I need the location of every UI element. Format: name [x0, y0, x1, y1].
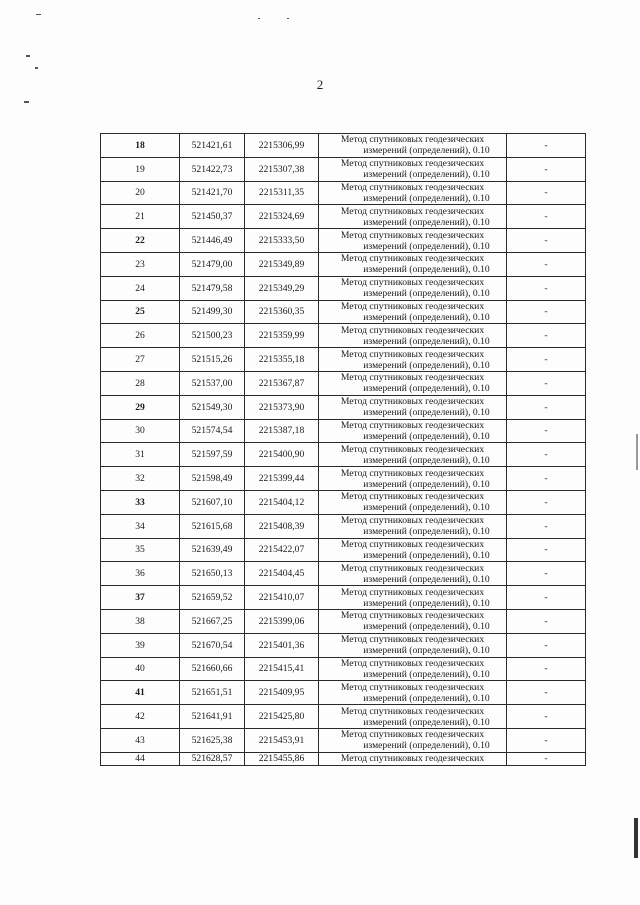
x-coordinate-cell: 521421,70 — [180, 181, 245, 205]
x-coordinate-cell: 521515,26 — [180, 348, 245, 372]
scan-speck — [36, 14, 41, 15]
y-coordinate-cell: 2215425,80 — [245, 705, 319, 729]
note-cell: - — [507, 538, 586, 562]
note-cell: - — [507, 229, 586, 253]
table-row — [101, 681, 586, 705]
method-line-2: измерений (определений), 0.10 — [363, 335, 490, 347]
y-coordinate-cell: 2215307,38 — [245, 157, 319, 181]
note-cell: - — [507, 562, 586, 586]
scan-speck — [35, 67, 38, 69]
page-edge-mark — [636, 434, 638, 470]
note-cell: - — [507, 443, 586, 467]
scan-speck — [258, 18, 260, 19]
method-cell — [319, 538, 507, 562]
method-line-1: Метод спутниковых геодезических — [340, 443, 485, 455]
y-coordinate-cell: 2215367,87 — [245, 371, 319, 395]
table-row — [101, 371, 586, 395]
note-cell: - — [507, 657, 586, 681]
method-cell — [319, 157, 507, 181]
point-number-cell: 40 — [101, 657, 180, 681]
point-number-cell: 31 — [101, 443, 180, 467]
x-coordinate-cell: 521651,51 — [180, 681, 245, 705]
x-coordinate-cell: 521598,49 — [180, 467, 245, 491]
point-number-cell: 20 — [101, 181, 180, 205]
y-coordinate-cell: 2215311,35 — [245, 181, 319, 205]
method-cell — [319, 300, 507, 324]
point-number-cell: 30 — [101, 419, 180, 443]
x-coordinate-cell: 521641,91 — [180, 705, 245, 729]
method-line-1: Метод спутниковых геодезических — [340, 253, 485, 265]
y-coordinate-cell: 2215455,86 — [245, 752, 319, 765]
x-coordinate-cell: 521639,49 — [180, 538, 245, 562]
method-cell — [319, 752, 507, 765]
method-cell — [319, 181, 507, 205]
y-coordinate-cell: 2215410,07 — [245, 586, 319, 610]
method-line-2: измерений (определений), 0.10 — [363, 383, 490, 395]
note-cell: - — [507, 348, 586, 372]
table-row — [101, 348, 586, 372]
method-line-2: измерений (определений), 0.10 — [363, 192, 490, 204]
point-number-cell: 34 — [101, 514, 180, 538]
y-coordinate-cell: 2215324,69 — [245, 205, 319, 229]
point-number-cell: 24 — [101, 276, 180, 300]
method-line-2: измерений (определений), 0.10 — [363, 549, 490, 561]
method-line-1: Метод спутниковых геодезических — [340, 562, 485, 574]
x-coordinate-cell: 521499,30 — [180, 300, 245, 324]
point-number-cell: 41 — [101, 681, 180, 705]
table-row — [101, 562, 586, 586]
method-cell — [319, 276, 507, 300]
method-line-2: измерений (определений), 0.10 — [363, 169, 490, 181]
method-line-1: Метод спутниковых геодезических — [340, 753, 485, 765]
method-cell — [319, 371, 507, 395]
point-number-cell: 43 — [101, 728, 180, 752]
method-line-1: Метод спутниковых геодезических — [340, 134, 485, 146]
x-coordinate-cell: 521446,49 — [180, 229, 245, 253]
note-cell: - — [507, 586, 586, 610]
method-line-1: Метод спутниковых геодезических — [340, 634, 485, 646]
x-coordinate-cell: 521628,57 — [180, 752, 245, 765]
table-row — [101, 181, 586, 205]
y-coordinate-cell: 2215360,35 — [245, 300, 319, 324]
method-line-2: измерений (определений), 0.10 — [363, 359, 490, 371]
y-coordinate-cell: 2215399,06 — [245, 609, 319, 633]
method-line-1: Метод спутниковых геодезических — [340, 515, 485, 527]
note-cell: - — [507, 157, 586, 181]
method-line-2: измерений (определений), 0.10 — [363, 597, 490, 609]
table-row — [101, 134, 586, 158]
table-row — [101, 633, 586, 657]
method-cell — [319, 609, 507, 633]
point-number-cell: 33 — [101, 490, 180, 514]
coordinates-table-body — [101, 134, 586, 766]
table-row — [101, 205, 586, 229]
note-cell: - — [507, 371, 586, 395]
method-line-1: Метод спутниковых геодезических — [340, 158, 485, 170]
note-cell: - — [507, 705, 586, 729]
method-line-1: Метод спутниковых геодезических — [340, 538, 485, 550]
y-coordinate-cell: 2215306,99 — [245, 134, 319, 158]
y-coordinate-cell: 2215422,07 — [245, 538, 319, 562]
method-line-2: измерений (определений), 0.10 — [363, 573, 490, 585]
method-cell — [319, 443, 507, 467]
method-line-2: измерений (определений), 0.10 — [363, 264, 490, 276]
method-line-2: измерений (определений), 0.10 — [363, 407, 490, 419]
method-line-1: Метод спутниковых геодезических — [340, 396, 485, 408]
scan-speck — [26, 55, 30, 57]
method-cell — [319, 419, 507, 443]
point-number-cell: 37 — [101, 586, 180, 610]
y-coordinate-cell: 2215404,12 — [245, 490, 319, 514]
point-number-cell: 22 — [101, 229, 180, 253]
method-line-1: Метод спутниковых геодезических — [340, 324, 485, 336]
table-row — [101, 252, 586, 276]
method-cell — [319, 134, 507, 158]
x-coordinate-cell: 521479,00 — [180, 252, 245, 276]
x-coordinate-cell: 521500,23 — [180, 324, 245, 348]
point-number-cell: 39 — [101, 633, 180, 657]
y-coordinate-cell: 2215349,29 — [245, 276, 319, 300]
x-coordinate-cell: 521422,73 — [180, 157, 245, 181]
method-cell — [319, 514, 507, 538]
y-coordinate-cell: 2215408,39 — [245, 514, 319, 538]
method-cell — [319, 205, 507, 229]
table-row — [101, 395, 586, 419]
point-number-cell: 23 — [101, 252, 180, 276]
note-cell: - — [507, 728, 586, 752]
table-row — [101, 300, 586, 324]
method-line-1: Метод спутниковых геодезических — [340, 419, 485, 431]
y-coordinate-cell: 2215355,18 — [245, 348, 319, 372]
scan-speck — [24, 101, 29, 103]
y-coordinate-cell: 2215349,89 — [245, 252, 319, 276]
point-number-cell: 27 — [101, 348, 180, 372]
method-line-1: Метод спутниковых геодезических — [340, 586, 485, 598]
method-line-1: Метод спутниковых геодезических — [340, 467, 485, 479]
x-coordinate-cell: 521659,52 — [180, 586, 245, 610]
note-cell: - — [507, 252, 586, 276]
method-cell — [319, 633, 507, 657]
note-cell: - — [507, 514, 586, 538]
table-row — [101, 609, 586, 633]
note-cell: - — [507, 467, 586, 491]
method-line-1: Метод спутниковых геодезических — [340, 181, 485, 193]
method-cell — [319, 252, 507, 276]
point-number-cell: 28 — [101, 371, 180, 395]
y-coordinate-cell: 2215453,91 — [245, 728, 319, 752]
x-coordinate-cell: 521615,68 — [180, 514, 245, 538]
method-line-2: измерений (определений), 0.10 — [363, 478, 490, 490]
method-cell — [319, 681, 507, 705]
note-cell: - — [507, 609, 586, 633]
note-cell: - — [507, 205, 586, 229]
method-line-2: измерений (определений), 0.10 — [363, 430, 490, 442]
point-number-cell: 36 — [101, 562, 180, 586]
point-number-cell: 35 — [101, 538, 180, 562]
point-number-cell: 32 — [101, 467, 180, 491]
method-line-2: измерений (определений), 0.10 — [363, 668, 490, 680]
note-cell: - — [507, 324, 586, 348]
method-line-2: измерений (определений), 0.10 — [363, 288, 490, 300]
method-cell — [319, 657, 507, 681]
x-coordinate-cell: 521537,00 — [180, 371, 245, 395]
note-cell: - — [507, 134, 586, 158]
y-coordinate-cell: 2215401,36 — [245, 633, 319, 657]
method-line-1: Метод спутниковых геодезических — [340, 300, 485, 312]
table-row — [101, 705, 586, 729]
method-line-2: измерений (определений), 0.10 — [363, 526, 490, 538]
method-line-1: Метод спутниковых геодезических — [340, 705, 485, 717]
note-cell: - — [507, 490, 586, 514]
table-row — [101, 157, 586, 181]
method-cell — [319, 324, 507, 348]
point-number-cell: 38 — [101, 609, 180, 633]
note-cell: - — [507, 300, 586, 324]
method-line-2: измерений (определений), 0.10 — [363, 740, 490, 752]
x-coordinate-cell: 521479,58 — [180, 276, 245, 300]
table-row — [101, 514, 586, 538]
y-coordinate-cell: 2215404,45 — [245, 562, 319, 586]
method-line-2: измерений (определений), 0.10 — [363, 621, 490, 633]
point-number-cell: 19 — [101, 157, 180, 181]
method-line-1: Метод спутниковых геодезических — [340, 348, 485, 360]
method-cell — [319, 562, 507, 586]
x-coordinate-cell: 521421,61 — [180, 134, 245, 158]
method-line-1: Метод спутниковых геодезических — [340, 657, 485, 669]
point-number-cell: 42 — [101, 705, 180, 729]
method-line-1: Метод спутниковых геодезических — [340, 205, 485, 217]
table-row — [101, 752, 586, 765]
x-coordinate-cell: 521660,66 — [180, 657, 245, 681]
y-coordinate-cell: 2215409,95 — [245, 681, 319, 705]
point-number-cell: 21 — [101, 205, 180, 229]
note-cell: - — [507, 181, 586, 205]
method-line-2: измерений (определений), 0.10 — [363, 145, 490, 157]
x-coordinate-cell: 521650,13 — [180, 562, 245, 586]
method-line-1: Метод спутниковых геодезических — [340, 277, 485, 289]
method-line-1: Метод спутниковых геодезических — [340, 610, 485, 622]
x-coordinate-cell: 521574,54 — [180, 419, 245, 443]
scan-speck — [287, 18, 289, 19]
note-cell: - — [507, 276, 586, 300]
method-line-1: Метод спутниковых геодезических — [340, 229, 485, 241]
method-line-1: Метод спутниковых геодезических — [340, 681, 485, 693]
y-coordinate-cell: 2215400,90 — [245, 443, 319, 467]
method-line-1: Метод спутниковых геодезических — [340, 372, 485, 384]
y-coordinate-cell: 2215387,18 — [245, 419, 319, 443]
page-edge-mark — [634, 818, 638, 858]
point-number-cell: 44 — [101, 752, 180, 765]
y-coordinate-cell: 2215399,44 — [245, 467, 319, 491]
method-cell — [319, 395, 507, 419]
method-line-2: измерений (определений), 0.10 — [363, 311, 490, 323]
y-coordinate-cell: 2215415,41 — [245, 657, 319, 681]
method-line-1: Метод спутниковых геодезических — [340, 491, 485, 503]
point-number-cell: 18 — [101, 134, 180, 158]
x-coordinate-cell: 521667,25 — [180, 609, 245, 633]
y-coordinate-cell: 2215359,99 — [245, 324, 319, 348]
y-coordinate-cell: 2215333,50 — [245, 229, 319, 253]
note-cell: - — [507, 752, 586, 765]
method-cell — [319, 348, 507, 372]
method-line-2: измерений (определений), 0.10 — [363, 216, 490, 228]
x-coordinate-cell: 521450,37 — [180, 205, 245, 229]
note-cell: - — [507, 681, 586, 705]
method-line-2: измерений (определений), 0.10 — [363, 716, 490, 728]
table-row — [101, 538, 586, 562]
method-cell — [319, 229, 507, 253]
table-row — [101, 276, 586, 300]
table-row — [101, 728, 586, 752]
point-number-cell: 26 — [101, 324, 180, 348]
x-coordinate-cell: 521549,30 — [180, 395, 245, 419]
method-cell — [319, 467, 507, 491]
note-cell: - — [507, 633, 586, 657]
point-number-cell: 25 — [101, 300, 180, 324]
method-line-2: измерений (определений), 0.10 — [363, 240, 490, 252]
method-cell — [319, 705, 507, 729]
x-coordinate-cell: 521670,54 — [180, 633, 245, 657]
method-line-1: Метод спутниковых геодезических — [340, 729, 485, 741]
method-cell — [319, 490, 507, 514]
table-row — [101, 490, 586, 514]
x-coordinate-cell: 521597,59 — [180, 443, 245, 467]
table-row — [101, 586, 586, 610]
table-row — [101, 419, 586, 443]
table-row — [101, 467, 586, 491]
table-row — [101, 657, 586, 681]
x-coordinate-cell: 521625,38 — [180, 728, 245, 752]
y-coordinate-cell: 2215373,90 — [245, 395, 319, 419]
method-line-2: измерений (определений), 0.10 — [363, 645, 490, 657]
method-line-2: измерений (определений), 0.10 — [363, 692, 490, 704]
table-row — [101, 443, 586, 467]
point-number-cell: 29 — [101, 395, 180, 419]
table-row — [101, 229, 586, 253]
method-line-2: измерений (определений), 0.10 — [363, 502, 490, 514]
page-number: 2 — [316, 77, 324, 92]
note-cell: - — [507, 419, 586, 443]
note-cell: - — [507, 395, 586, 419]
table-row — [101, 324, 586, 348]
method-cell — [319, 586, 507, 610]
method-cell — [319, 728, 507, 752]
coordinates-table — [100, 133, 586, 766]
x-coordinate-cell: 521607,10 — [180, 490, 245, 514]
method-line-2: измерений (определений), 0.10 — [363, 454, 490, 466]
